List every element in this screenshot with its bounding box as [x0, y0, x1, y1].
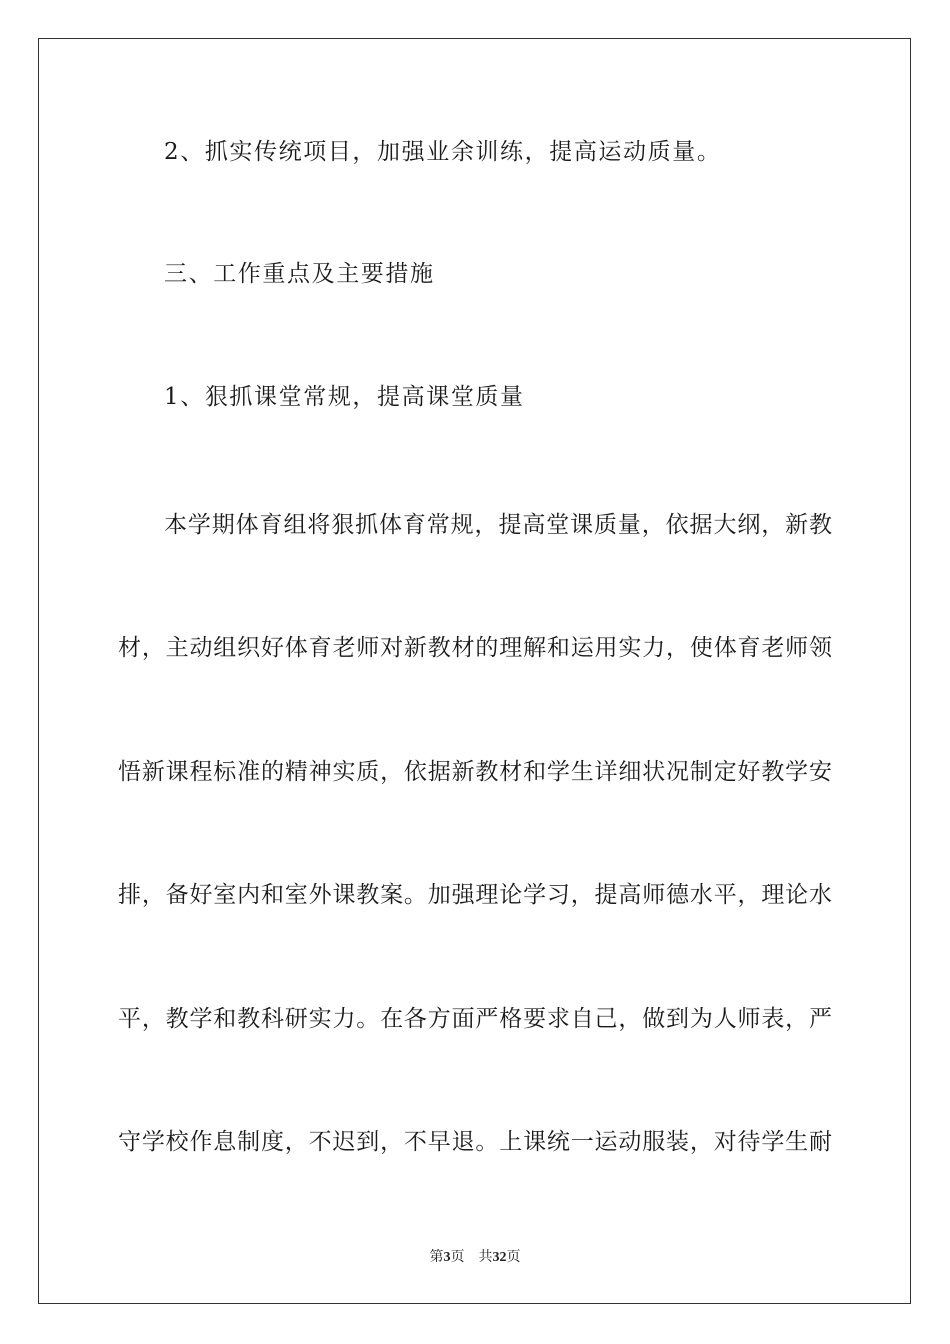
body-line-4: 排，备好室内和室外课教案。加强理论学习，提高师德水平，理论水 [118, 882, 832, 908]
body-line-3: 悟新课程标准的精神实质，依据新教材和学生详细状况制定好教学安 [118, 759, 832, 785]
section-heading: 三、工作重点及主要措施 [164, 261, 435, 287]
body-line-2: 材，主动组织好体育老师对新教材的理解和运用实力，使体育老师领 [118, 635, 832, 661]
body-line-1: 本学期体育组将狠抓体育常规，提高堂课质量，依据大纲，新教 [164, 512, 832, 538]
footer-page-number: 3 [443, 1250, 451, 1265]
footer-page-prefix: 第 [429, 1249, 444, 1265]
list-item-1: 1、狠抓课堂常规，提高课堂质量 [164, 384, 525, 410]
footer-total-suffix: 页 [506, 1249, 521, 1265]
footer-page-suffix: 页 [450, 1249, 465, 1265]
body-line-6: 守学校作息制度，不迟到，不早退。上课统一运动服装，对待学生耐 [118, 1129, 832, 1155]
list-item-2: 2、抓实传统项目，加强业余训练，提高运动质量。 [164, 139, 722, 165]
footer-total-pages: 32 [492, 1250, 507, 1265]
body-line-5: 平，教学和教科研实力。在各方面严格要求自己，做到为人师表，严 [118, 1006, 832, 1032]
page-footer [0, 1248, 950, 1267]
footer-total-prefix: 共 [478, 1249, 493, 1265]
page-border [38, 38, 911, 1304]
